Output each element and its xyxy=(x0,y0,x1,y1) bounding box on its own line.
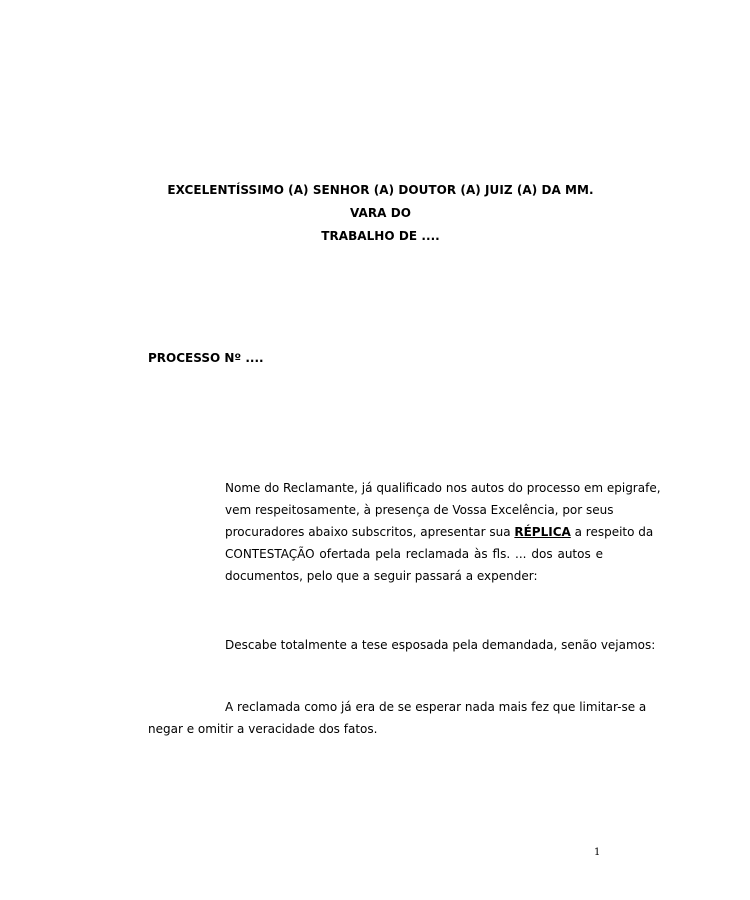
paragraph-intro xyxy=(225,477,661,587)
paragraph-defense-line-1: A reclamada como já era de se esperar nada mais fez que limitar-se a xyxy=(225,700,647,714)
page-number: 1 xyxy=(594,847,601,858)
process-number: PROCESSO Nº .... xyxy=(148,351,264,365)
paragraph-defense xyxy=(148,696,647,740)
paragraph-intro-line-4: CONTESTAÇÃO ofertada pela reclamada às fls. ... dos autos e xyxy=(225,547,603,561)
paragraph-thesis: Descabe totalmente a tese esposada pela demandada, senão vejamos: xyxy=(225,638,656,652)
paragraph-defense-line-2: negar e omitir a veracidade dos fatos. xyxy=(148,722,378,736)
paragraph-intro-line-2: vem respeitosamente, à presença de Vossa Excelência, por seus xyxy=(225,503,614,517)
paragraph-intro-line-1: Nome do Reclamante, já qualificado nos autos do processo em epigrafe, xyxy=(225,481,661,495)
paragraph-intro-line-3 xyxy=(225,521,654,543)
line-3-text-after: a respeito da xyxy=(570,525,654,539)
heading-line-2: TRABALHO DE .... xyxy=(321,229,440,243)
line-3-text-before: procuradores abaixo subscritos, apresentar sua xyxy=(225,525,515,539)
document-heading xyxy=(148,179,613,248)
heading-line-1: EXCELENTÍSSIMO (A) SENHOR (A) DOUTOR (A) JUIZ (A) DA MM. VARA DO xyxy=(167,183,594,220)
replica-emphasis: RÉPLICA xyxy=(514,525,571,539)
paragraph-intro-line-5: documentos, pelo que a seguir passará a expender: xyxy=(225,569,538,583)
